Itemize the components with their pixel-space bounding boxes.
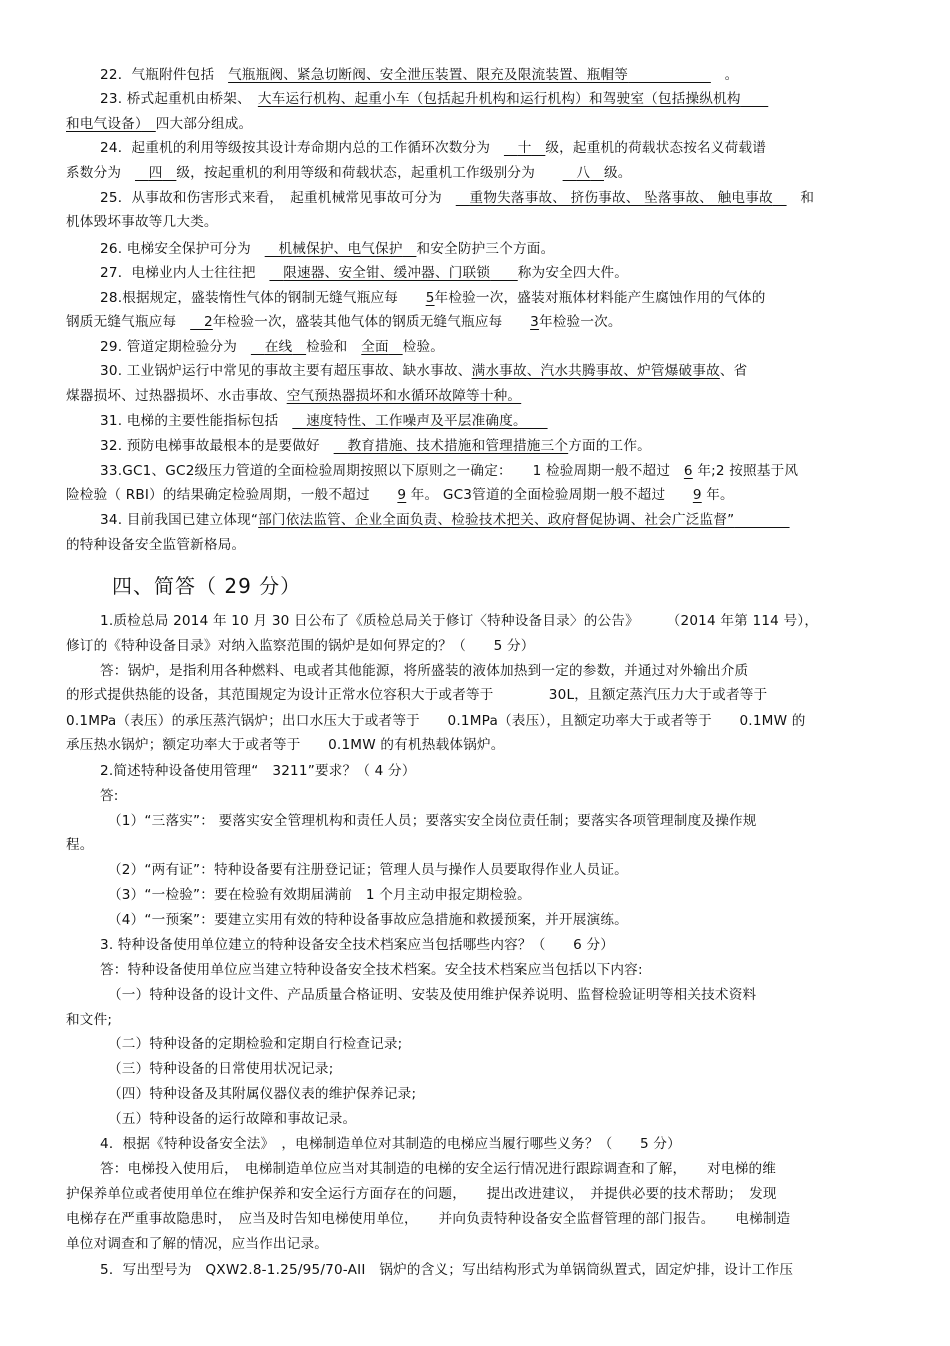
text-line: 和文件; (66, 1012, 113, 1028)
question-27: 27．电梯业内人士往往把 限速器、安全钳、缓冲器、门联锁 称为安全四大件。 (100, 265, 629, 281)
text-line: 5．写出型号为 QXW2.8-1.25/95/70-AII 锅炉的含义；写出结构形式为单锅筒纵置式，固定炉排，设计工作压 (100, 1262, 794, 1278)
text-line: 护保养单位或者使用单位在维护保养和安全运行方面存在的问题， 提出改进建议， 并提供必要的技术帮助； 发现 (66, 1186, 777, 1202)
text-line: 2.简述特种设备使用管理“ 3211”要求？（ 4 分） (100, 763, 416, 779)
answer-blank: 速度特性、工作噪声及平层准确度。 (306, 413, 520, 429)
text-line: 3. 特种设备使用单位建立的特种设备安全技术档案应当包括哪些内容？（ 6 分） (100, 937, 615, 953)
question-28: 28.根据规定，盛装惰性气体的钢制无缝气瓶应每 5年检验一次，盛装对瓶体材料能产生腐蚀作用的气体的 (100, 290, 766, 306)
text-line: 程。 (66, 837, 94, 853)
answer-blank: 满水事故、汽水共腾事故、炉管爆破事故 (471, 363, 720, 379)
question-25: 25．从事故和伤害形式来看， 起重机械常见事故可分为 重物失落事故、 挤伤事故、 坠落事故、 触电事故 和 (100, 190, 815, 206)
question-30: 30. 工业锅炉运行中常见的事故主要有超压事故、缺水事故、满水事故、汽水共腾事故、炉管爆破事故、省 (100, 363, 748, 379)
text-line: （二）特种设备的定期检验和定期自行检查记录; (108, 1036, 403, 1052)
question-34: 34. 目前我国已建立体现“部门依法监管、企业全面负责、检验技术把关、政府督促协调、社会广泛监督” (100, 512, 735, 528)
answer-blank: 6 (683, 463, 693, 479)
answer-blank: 空气预热器损坏和水循环故障等十种。 (286, 388, 522, 404)
answer-blank: 9 (397, 487, 407, 503)
text-line: 单位对调查和了解的情况，应当作出记录。 (66, 1236, 329, 1252)
text-line: 答：电梯投入使用后， 电梯制造单位应当对其制造的电梯的安全运行情况进行跟踪调查和了解， 对电梯的维 (100, 1161, 777, 1177)
question-32: 32. 预防电梯事故最根本的是要做好 教育措施、技术措施和管理措施三个方面的工作。 (100, 438, 651, 454)
text-line: （1）“三落实”： 要落实安全管理机构和责任人员；要落实安全岗位责任制；要落实各项管理制度及操作规 (108, 813, 757, 829)
text-line: （一）特种设备的设计文件、产品质量合格证明、安装及使用维护保养说明、监督检验证明等相关技术资料 (108, 987, 757, 1003)
text-line: （四）特种设备及其附属仪器仪表的维护保养记录; (108, 1086, 417, 1102)
text-line: 答：锅炉，是指利用各种燃料、电或者其他能源，将所盛装的液体加热到一定的参数，并通过对外输出介质 (100, 663, 749, 679)
text-line: 答: (100, 788, 119, 804)
answer-blank: 部门依法监管、企业全面负责、检验技术把关、政府督促协调、社会广泛监督” (258, 512, 735, 528)
answer-blank: 2 (203, 314, 213, 330)
text-line: 的形式提供热能的设备，其范围规定为设计正常水位容积大于或者等于 30L，且额定蒸汽压力大于或者等于 (66, 687, 768, 703)
answer-blank: 9 (692, 487, 702, 503)
answer-blank: 十 (517, 140, 532, 156)
question-24: 24．起重机的利用等级按其设计寿命期内总的工作循环次数分为 十 级，起重机的荷载状态按名义荷载谱 (100, 140, 767, 156)
question-30-cont: 煤器损坏、过热器损坏、水击事故、空气预热器损坏和水循环故障等十种。 (66, 388, 522, 404)
question-34-cont: 的特种设备安全监管新格局。 (66, 537, 246, 553)
question-22: 22．气瓶附件包括 气瓶瓶阀、紧急切断阀、安全泄压装置、限充及限流装置、瓶帽等 。 (100, 67, 739, 83)
answer-blank: 教育措施、技术措施和管理措施三个 (347, 438, 569, 454)
answer-blank: 大车运行机构、起重小车（包括起升机构和运行机构）和驾驶室（包括操纵机构 (257, 91, 741, 107)
question-24-cont: 系数分为 四 级，按起重机的利用等级和荷载状态，起重机工作级别分为 八 级。 (66, 165, 632, 181)
question-26: 26. 电梯安全保护可分为 机械保护、电气保护 和安全防护三个方面。 (100, 241, 555, 257)
answer-blank: 八 (576, 165, 591, 181)
question-33-cont: 险检验（ RBI）的结果确定检验周期，一般不超过 9 年。 GC3管道的全面检验周期一般不超过 9 年。 (66, 487, 734, 503)
text-line: （3）“一检验”：要在检验有效期届满前 1 个月主动申报定期检验。 (108, 887, 531, 903)
question-33: 33.GC1、GC2级压力管道的全面检验周期按照以下原则之一确定： 1 检验周期一般不超过 6 年;2 按照基于风 (100, 463, 799, 479)
text-line: （三）特种设备的日常使用状况记录; (108, 1061, 334, 1077)
question-23-cont: 和电气设备） 四大部分组成。 (66, 116, 253, 132)
text-line: （4）“一预案”：要建立实用有效的特种设备事故应急措施和救援预案，并开展演练。 (108, 912, 628, 928)
question-23: 23. 桥式起重机由桥架、 大车运行机构、起重小车（包括起升机构和运行机构）和驾驶室（包括操纵机构 (100, 91, 741, 107)
answer-blank: 3 (530, 314, 539, 330)
text-line: （五）特种设备的运行故障和事故记录。 (108, 1111, 357, 1127)
answer-blank: 5 (425, 290, 435, 306)
question-28-cont: 钢质无缝气瓶应每 2年检验一次，盛装其他气体的钢质无缝气瓶应每 3年检验一次。 (66, 314, 622, 330)
text-line: 4．根据《特种设备安全法》 ，电梯制造单位对其制造的电梯应当履行哪些义务？（ 5 分） (100, 1136, 681, 1152)
text-line: 答：特种设备使用单位应当建立特种设备安全技术档案。安全技术档案应当包括以下内容: (100, 962, 643, 978)
text-line: （2）“两有证”：特种设备要有注册登记证；管理人员与操作人员要取得作业人员证。 (108, 862, 628, 878)
text-line: 电梯存在严重事故隐患时， 应当及时告知电梯使用单位， 并向负责特种设备安全监督管理的部门报告。 电梯制造 (66, 1211, 791, 1227)
answer-blank: 在线 (264, 339, 293, 355)
text-line: 修订的《特种设备目录》对纳入监察范围的锅炉是如何界定的？（ 5 分） (66, 638, 535, 654)
answer-blank: 四 (148, 165, 163, 181)
text-line: 1.质检总局 2014 年 10 月 30 日公布了《质检总局关于修订〈特种设备目录〉的公告》 （2014 年第 114 号）， (100, 613, 819, 629)
answer-blank: 全面 (361, 339, 389, 355)
text-line: 0.1MPa（表压）的承压蒸汽锅炉；出口水压大于或者等于 0.1MPa（表压），且额定功率大于或者等于 0.1MW 的 (66, 713, 806, 729)
section-heading: 四、简答（ 29 分） (112, 574, 302, 598)
answer-blank: 气瓶瓶阀、紧急切断阀、安全泄压装置、限充及限流装置、瓶帽等 (228, 67, 629, 83)
answer-blank: 和电气设备） (66, 116, 142, 132)
question-31: 31. 电梯的主要性能指标包括 速度特性、工作噪声及平层准确度。 (100, 413, 520, 429)
answer-blank: 限速器、安全钳、缓冲器、门联锁 (283, 265, 491, 281)
question-29: 29. 管道定期检验分为 在线 检验和 全面 检验。 (100, 339, 445, 355)
text-line: 承压热水锅炉；额定功率大于或者等于 0.1MW 的有机热载体锅炉。 (66, 737, 505, 753)
answer-blank: 机械保护、电气保护 (278, 241, 403, 257)
question-25-cont: 机体毁坏事故等几大类。 (66, 214, 218, 230)
answer-blank: 重物失落事故、 挤伤事故、 坠落事故、 触电事故 (469, 190, 773, 206)
